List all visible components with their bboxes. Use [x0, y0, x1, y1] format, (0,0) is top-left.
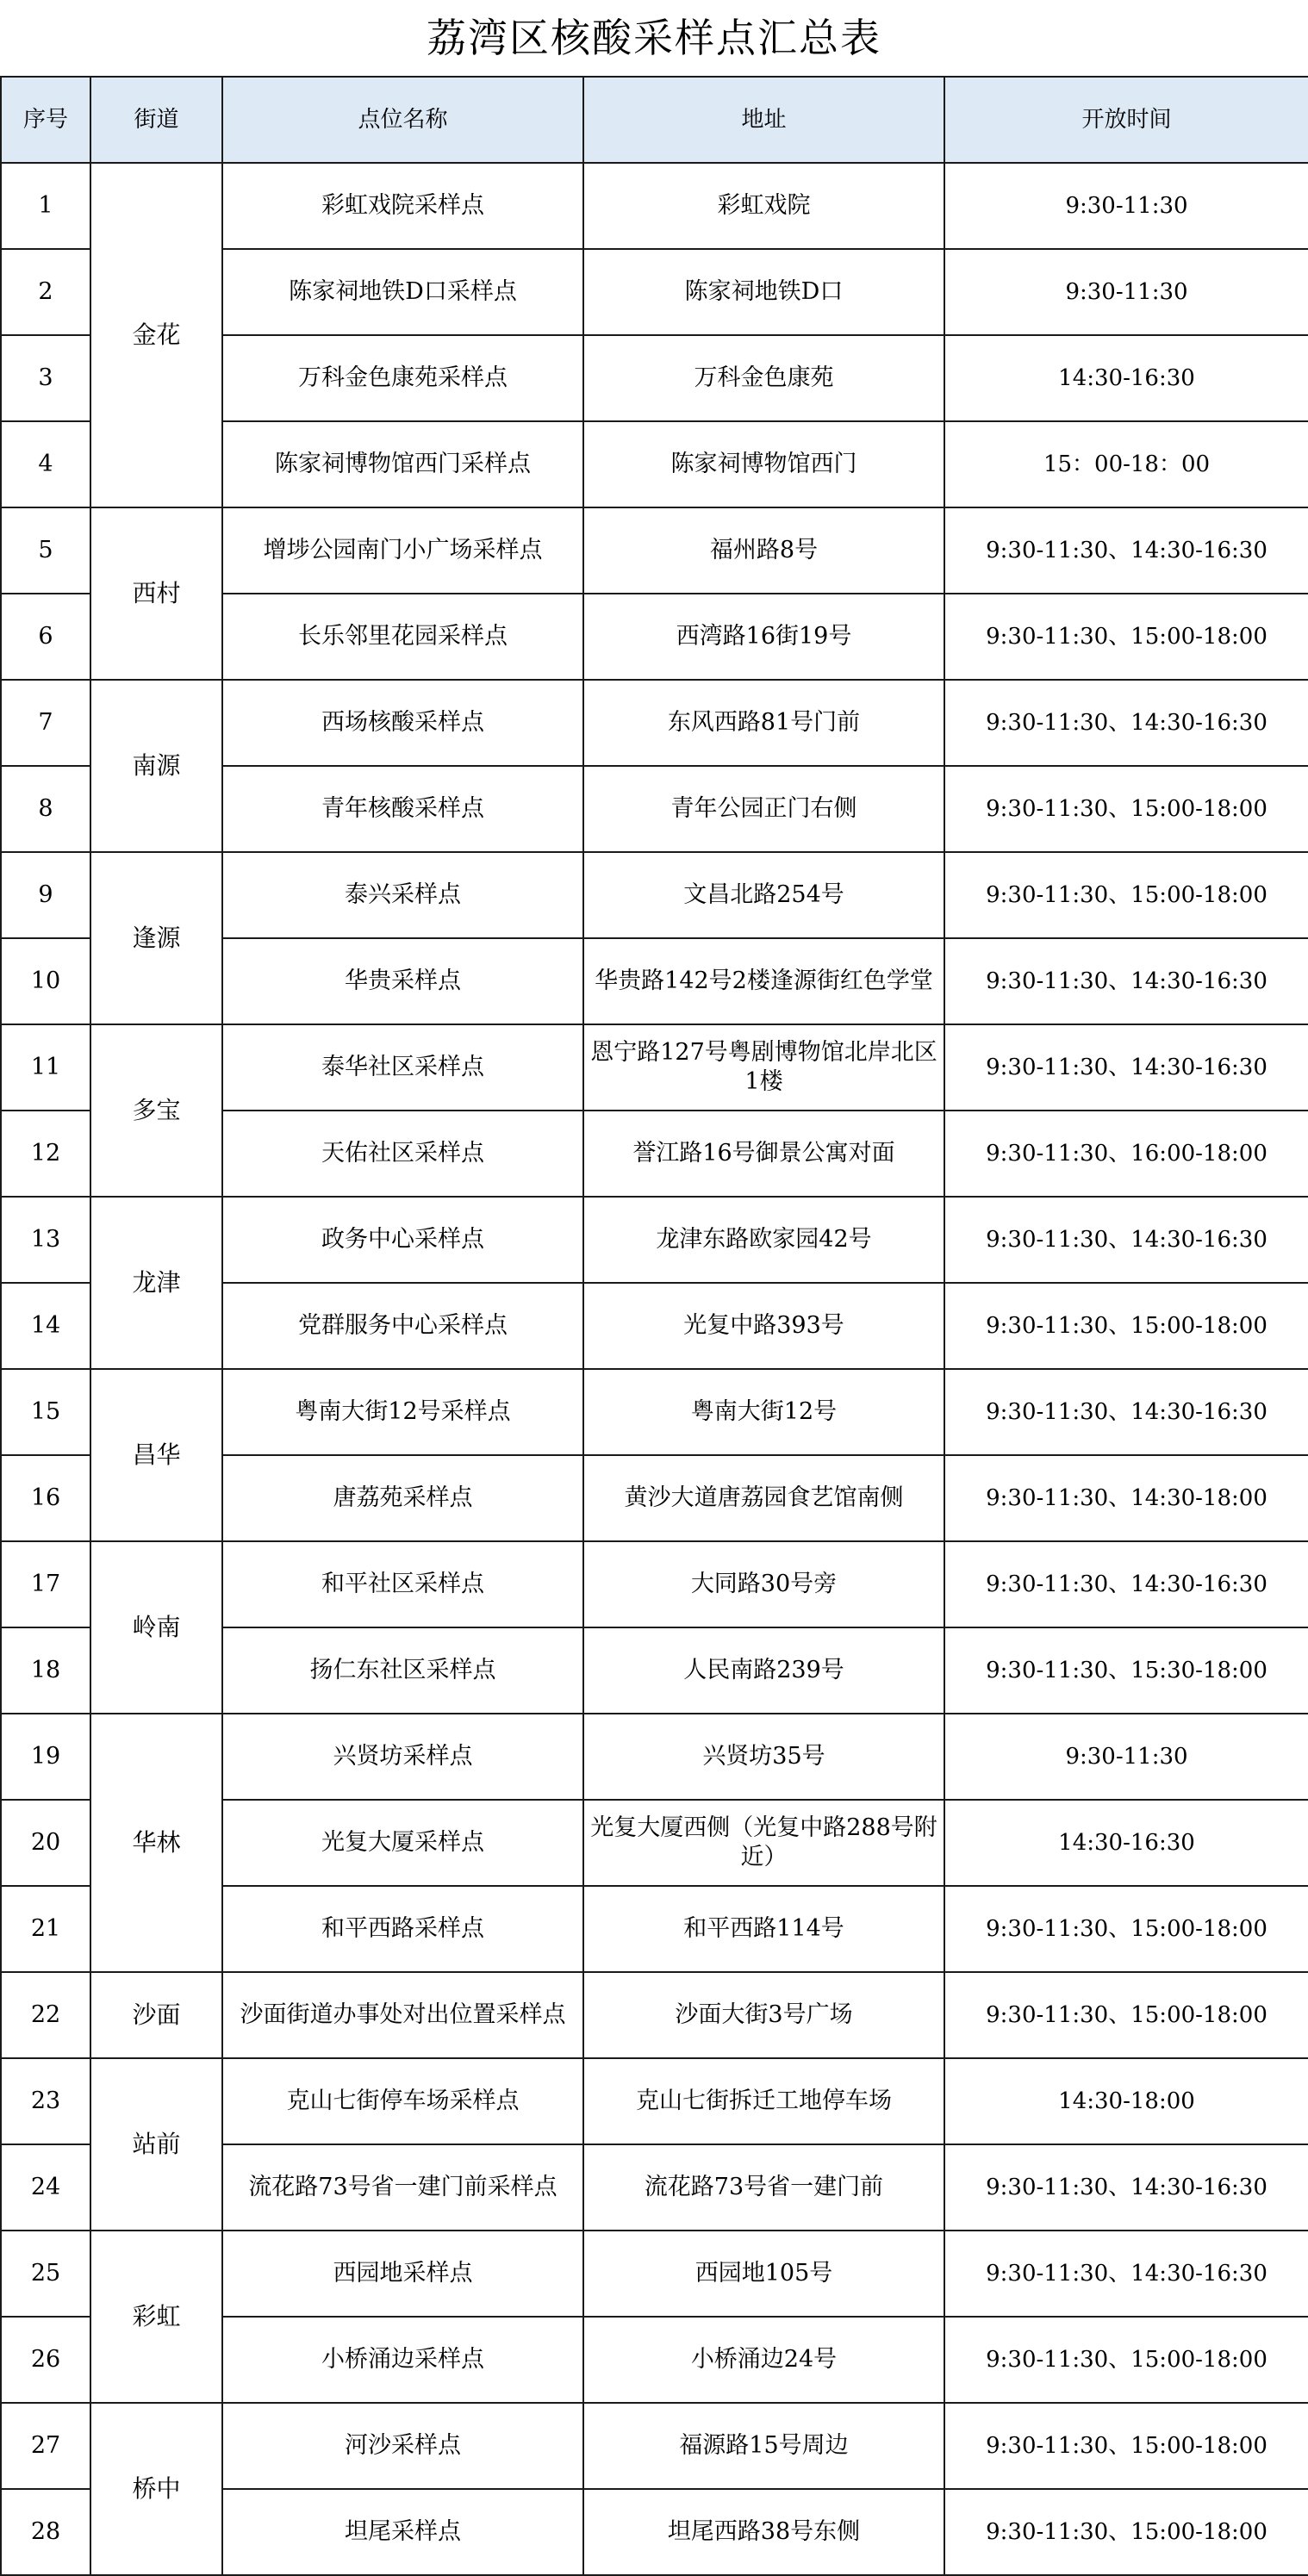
street-cell: 南源 — [90, 680, 222, 852]
row-index: 24 — [1, 2144, 90, 2231]
hours-cell: 9:30-11:30 — [944, 249, 1308, 335]
table-row — [1, 1024, 1308, 1111]
row-index: 19 — [1, 1714, 90, 1800]
site-name-cell: 小桥涌边采样点 — [222, 2317, 583, 2403]
site-name-cell: 兴贤坊采样点 — [222, 1714, 583, 1800]
address-cell: 大同路30号旁 — [583, 1541, 944, 1627]
street-cell: 西村 — [90, 507, 222, 680]
table-row — [1, 1714, 1308, 1800]
table-row — [1, 163, 1308, 249]
table-row — [1, 2231, 1308, 2317]
row-index: 8 — [1, 766, 90, 852]
table-row — [1, 1197, 1308, 1283]
row-index: 20 — [1, 1800, 90, 1886]
address-cell: 小桥涌边24号 — [583, 2317, 944, 2403]
address-cell: 和平西路114号 — [583, 1886, 944, 1972]
table-row — [1, 2403, 1308, 2489]
street-cell: 岭南 — [90, 1541, 222, 1714]
hours-cell: 9:30-11:30、15:00-18:00 — [944, 2317, 1308, 2403]
header-hours: 开放时间 — [944, 77, 1308, 163]
site-name-cell: 西场核酸采样点 — [222, 680, 583, 766]
site-name-cell: 光复大厦采样点 — [222, 1800, 583, 1886]
street-cell: 龙津 — [90, 1197, 222, 1369]
hours-cell: 9:30-11:30、14:30-16:30 — [944, 1024, 1308, 1111]
row-index: 25 — [1, 2231, 90, 2317]
row-index: 7 — [1, 680, 90, 766]
site-name-cell: 天佑社区采样点 — [222, 1111, 583, 1197]
header-site-name: 点位名称 — [222, 77, 583, 163]
address-cell: 文昌北路254号 — [583, 852, 944, 938]
hours-cell: 9:30-11:30 — [944, 1714, 1308, 1800]
site-name-cell: 党群服务中心采样点 — [222, 1283, 583, 1369]
row-index: 11 — [1, 1024, 90, 1111]
site-name-cell: 唐荔苑采样点 — [222, 1455, 583, 1541]
site-name-cell: 华贵采样点 — [222, 938, 583, 1024]
table-row — [1, 680, 1308, 766]
hours-cell: 9:30-11:30、14:30-16:30 — [944, 1541, 1308, 1627]
address-cell: 西湾路16街19号 — [583, 594, 944, 680]
table-row — [1, 1972, 1308, 2058]
street-cell: 沙面 — [90, 1972, 222, 2058]
street-cell: 华林 — [90, 1714, 222, 1972]
address-cell: 克山七街拆迁工地停车场 — [583, 2058, 944, 2144]
site-name-cell: 扬仁东社区采样点 — [222, 1627, 583, 1714]
address-cell: 青年公园正门右侧 — [583, 766, 944, 852]
site-name-cell: 万科金色康苑采样点 — [222, 335, 583, 421]
address-cell: 光复大厦西侧（光复中路288号附近） — [583, 1800, 944, 1886]
hours-cell: 9:30-11:30、16:00-18:00 — [944, 1111, 1308, 1197]
street-cell: 桥中 — [90, 2403, 222, 2575]
address-cell: 龙津东路欧家园42号 — [583, 1197, 944, 1283]
row-index: 23 — [1, 2058, 90, 2144]
header-address: 地址 — [583, 77, 944, 163]
table-body — [1, 163, 1308, 2575]
address-cell: 粤南大街12号 — [583, 1369, 944, 1455]
row-index: 17 — [1, 1541, 90, 1627]
site-name-cell: 泰兴采样点 — [222, 852, 583, 938]
address-cell: 万科金色康苑 — [583, 335, 944, 421]
street-cell: 昌华 — [90, 1369, 222, 1541]
address-cell: 恩宁路127号粤剧博物馆北岸北区1楼 — [583, 1024, 944, 1111]
row-index: 4 — [1, 421, 90, 507]
address-cell: 兴贤坊35号 — [583, 1714, 944, 1800]
header-street: 街道 — [90, 77, 222, 163]
hours-cell: 9:30-11:30、15:00-18:00 — [944, 1283, 1308, 1369]
row-index: 6 — [1, 594, 90, 680]
table-row — [1, 1541, 1308, 1627]
site-name-cell: 粤南大街12号采样点 — [222, 1369, 583, 1455]
row-index: 3 — [1, 335, 90, 421]
row-index: 9 — [1, 852, 90, 938]
street-cell: 站前 — [90, 2058, 222, 2231]
address-cell: 东风西路81号门前 — [583, 680, 944, 766]
row-index: 13 — [1, 1197, 90, 1283]
address-cell: 彩虹戏院 — [583, 163, 944, 249]
hours-cell: 9:30-11:30、14:30-16:30 — [944, 1197, 1308, 1283]
address-cell: 陈家祠博物馆西门 — [583, 421, 944, 507]
hours-cell: 9:30-11:30、15:00-18:00 — [944, 1972, 1308, 2058]
hours-cell: 9:30-11:30、14:30-16:30 — [944, 938, 1308, 1024]
address-cell: 流花路73号省一建门前 — [583, 2144, 944, 2231]
hours-cell: 9:30-11:30、14:30-16:30 — [944, 680, 1308, 766]
address-cell: 西园地105号 — [583, 2231, 944, 2317]
hours-cell: 14:30-16:30 — [944, 1800, 1308, 1886]
hours-cell: 9:30-11:30、15:00-18:00 — [944, 1886, 1308, 1972]
street-cell: 金花 — [90, 163, 222, 507]
site-name-cell: 和平西路采样点 — [222, 1886, 583, 1972]
address-cell: 坦尾西路38号东侧 — [583, 2489, 944, 2575]
hours-cell: 9:30-11:30、15:00-18:00 — [944, 766, 1308, 852]
site-name-cell: 河沙采样点 — [222, 2403, 583, 2489]
address-cell: 光复中路393号 — [583, 1283, 944, 1369]
site-name-cell: 泰华社区采样点 — [222, 1024, 583, 1111]
sampling-sites-table — [0, 76, 1308, 2576]
site-name-cell: 克山七街停车场采样点 — [222, 2058, 583, 2144]
hours-cell: 9:30-11:30、14:30-16:30 — [944, 2144, 1308, 2231]
address-cell: 福州路8号 — [583, 507, 944, 594]
table-row — [1, 2058, 1308, 2144]
street-cell: 逢源 — [90, 852, 222, 1024]
address-cell: 黄沙大道唐荔园食艺馆南侧 — [583, 1455, 944, 1541]
row-index: 28 — [1, 2489, 90, 2575]
hours-cell: 9:30-11:30、15:00-18:00 — [944, 2403, 1308, 2489]
row-index: 22 — [1, 1972, 90, 2058]
table-header-row — [1, 77, 1308, 163]
site-name-cell: 流花路73号省一建门前采样点 — [222, 2144, 583, 2231]
hours-cell: 9:30-11:30 — [944, 163, 1308, 249]
address-cell: 人民南路239号 — [583, 1627, 944, 1714]
address-cell: 沙面大街3号广场 — [583, 1972, 944, 2058]
hours-cell: 15：00-18：00 — [944, 421, 1308, 507]
row-index: 16 — [1, 1455, 90, 1541]
hours-cell: 9:30-11:30、15:30-18:00 — [944, 1627, 1308, 1714]
site-name-cell: 增埗公园南门小广场采样点 — [222, 507, 583, 594]
site-name-cell: 长乐邻里花园采样点 — [222, 594, 583, 680]
row-index: 1 — [1, 163, 90, 249]
row-index: 27 — [1, 2403, 90, 2489]
row-index: 5 — [1, 507, 90, 594]
address-cell: 誉江路16号御景公寓对面 — [583, 1111, 944, 1197]
site-name-cell: 政务中心采样点 — [222, 1197, 583, 1283]
row-index: 10 — [1, 938, 90, 1024]
hours-cell: 9:30-11:30、14:30-16:30 — [944, 507, 1308, 594]
site-name-cell: 西园地采样点 — [222, 2231, 583, 2317]
site-name-cell: 陈家祠博物馆西门采样点 — [222, 421, 583, 507]
table-row — [1, 507, 1308, 594]
row-index: 15 — [1, 1369, 90, 1455]
address-cell: 陈家祠地铁D口 — [583, 249, 944, 335]
street-cell: 多宝 — [90, 1024, 222, 1197]
site-name-cell: 彩虹戏院采样点 — [222, 163, 583, 249]
site-name-cell: 青年核酸采样点 — [222, 766, 583, 852]
row-index: 26 — [1, 2317, 90, 2403]
street-cell: 彩虹 — [90, 2231, 222, 2403]
hours-cell: 9:30-11:30、14:30-16:30 — [944, 2231, 1308, 2317]
table-row — [1, 852, 1308, 938]
site-name-cell: 坦尾采样点 — [222, 2489, 583, 2575]
table-row — [1, 1369, 1308, 1455]
row-index: 12 — [1, 1111, 90, 1197]
page-title: 荔湾区核酸采样点汇总表 — [427, 15, 881, 61]
hours-cell: 14:30-18:00 — [944, 2058, 1308, 2144]
header-index: 序号 — [1, 77, 90, 163]
hours-cell: 9:30-11:30、14:30-16:30 — [944, 1369, 1308, 1455]
row-index: 21 — [1, 1886, 90, 1972]
hours-cell: 9:30-11:30、15:00-18:00 — [944, 594, 1308, 680]
site-name-cell: 和平社区采样点 — [222, 1541, 583, 1627]
row-index: 18 — [1, 1627, 90, 1714]
address-cell: 福源路15号周边 — [583, 2403, 944, 2489]
row-index: 2 — [1, 249, 90, 335]
hours-cell: 9:30-11:30、14:30-18:00 — [944, 1455, 1308, 1541]
hours-cell: 9:30-11:30、15:00-18:00 — [944, 852, 1308, 938]
hours-cell: 14:30-16:30 — [944, 335, 1308, 421]
site-name-cell: 沙面街道办事处对出位置采样点 — [222, 1972, 583, 2058]
hours-cell: 9:30-11:30、15:00-18:00 — [944, 2489, 1308, 2575]
row-index: 14 — [1, 1283, 90, 1369]
site-name-cell: 陈家祠地铁D口采样点 — [222, 249, 583, 335]
address-cell: 华贵路142号2楼逢源街红色学堂 — [583, 938, 944, 1024]
